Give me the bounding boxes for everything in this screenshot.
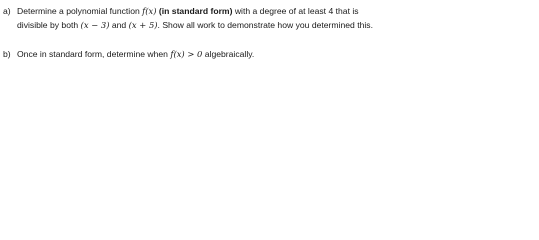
- question-a-text-4: and: [109, 20, 129, 30]
- question-a-text-3: divisible by both: [17, 20, 81, 30]
- question-b-text-2: algebraically.: [202, 49, 255, 59]
- question-a-text: [17, 4, 535, 32]
- question-b-label: b): [3, 49, 11, 59]
- question-b-line-1: [17, 47, 535, 61]
- question-b-text-1: Once in standard form, determine when: [17, 49, 171, 59]
- question-a-text-1: Determine a polynomial function: [17, 6, 143, 16]
- question-a-text-5: . Show all work to demonstrate how you determined this.: [157, 20, 373, 30]
- inequality-expression: f(x) > 0: [170, 49, 203, 59]
- question-a-line-2: [17, 18, 535, 32]
- function-expression: f(x): [142, 6, 157, 16]
- question-a-line-1: [17, 4, 535, 18]
- standard-form-emphasis: (in standard form): [158, 6, 233, 16]
- factor-expression-1: (x − 3): [80, 20, 110, 30]
- question-a-text-2: with a degree of at least 4 that is: [232, 6, 359, 16]
- question-b-text: [17, 47, 535, 61]
- factor-expression-2: (x + 5): [128, 20, 158, 30]
- question-a-label: a): [3, 6, 11, 16]
